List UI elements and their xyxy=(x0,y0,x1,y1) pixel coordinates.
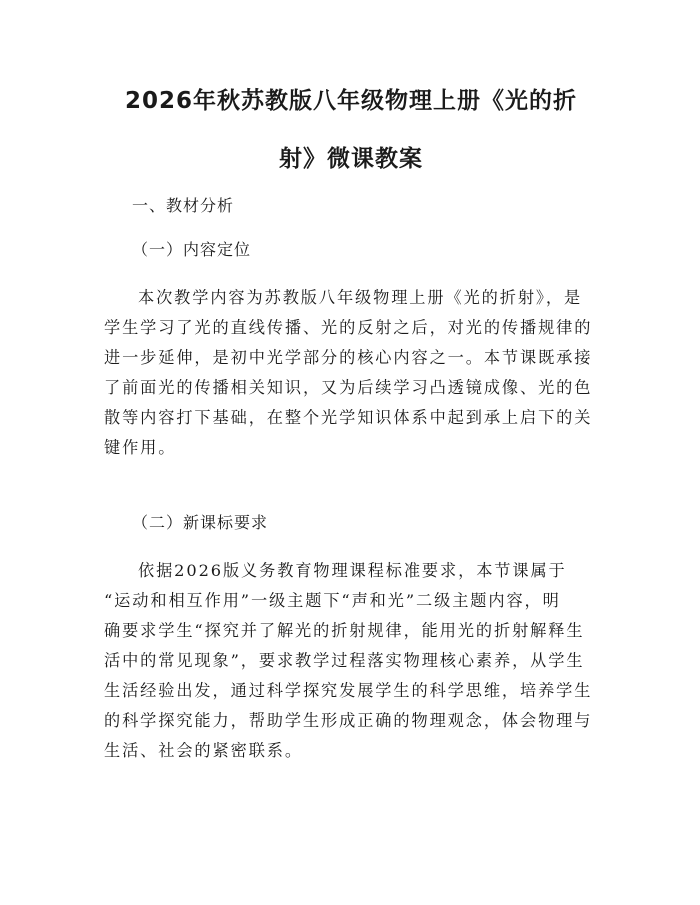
title-line-1: 2026年秋苏教版八年级物理上册《光的折 xyxy=(124,88,577,114)
paragraph-2-line: 生活经验出发，通过科学探究发展学生的科学思维，培养学生 xyxy=(104,681,593,700)
paragraph-1-line: 学生学习了光的直线传播、光的反射之后，对光的传播规律的 xyxy=(104,318,593,337)
paragraph-1-line: 键作用。 xyxy=(104,438,177,457)
paragraph-curriculum-requirements xyxy=(104,556,606,766)
paragraph-2-line: 的科学探究能力，帮助学生形成正确的物理观念，体会物理与 xyxy=(104,711,593,730)
title-line-2: 射》微课教案 xyxy=(279,146,423,172)
paragraph-content-positioning xyxy=(104,283,606,463)
paragraph-2-line: 确要求学生“探究并了解光的折射规律，能用光的折射解释生 xyxy=(104,621,585,640)
paragraph-1-line: 本次教学内容为苏教版八年级物理上册《光的折射》，是 xyxy=(138,288,583,307)
paragraph-1-line: 进一步延伸，是初中光学部分的核心内容之一。本节课既承接 xyxy=(104,348,593,367)
paragraph-2-line: “运动和相互作用”一级主题下“声和光”二级主题内容，明 xyxy=(104,591,561,610)
paragraph-2-line: 活中的常见现象”，要求教学过程落实物理核心素养，从学生 xyxy=(104,651,585,670)
paragraph-2-line: 生活、社会的紧密联系。 xyxy=(104,741,303,760)
subsection-heading-content-positioning: （一）内容定位 xyxy=(132,240,252,259)
section-heading-textbook-analysis: 一、教材分析 xyxy=(132,196,235,215)
paragraph-2-line: 依据2026版义务教育物理课程标准要求，本节课属于 xyxy=(138,561,567,580)
document-title xyxy=(96,72,606,188)
paragraph-1-line: 了前面光的传播相关知识，又为后续学习凸透镜成像、光的色 xyxy=(104,378,593,397)
subsection-heading-curriculum-requirements: （二）新课标要求 xyxy=(132,513,269,532)
paragraph-1-line: 散等内容打下基础，在整个光学知识体系中起到承上启下的关 xyxy=(104,408,593,427)
